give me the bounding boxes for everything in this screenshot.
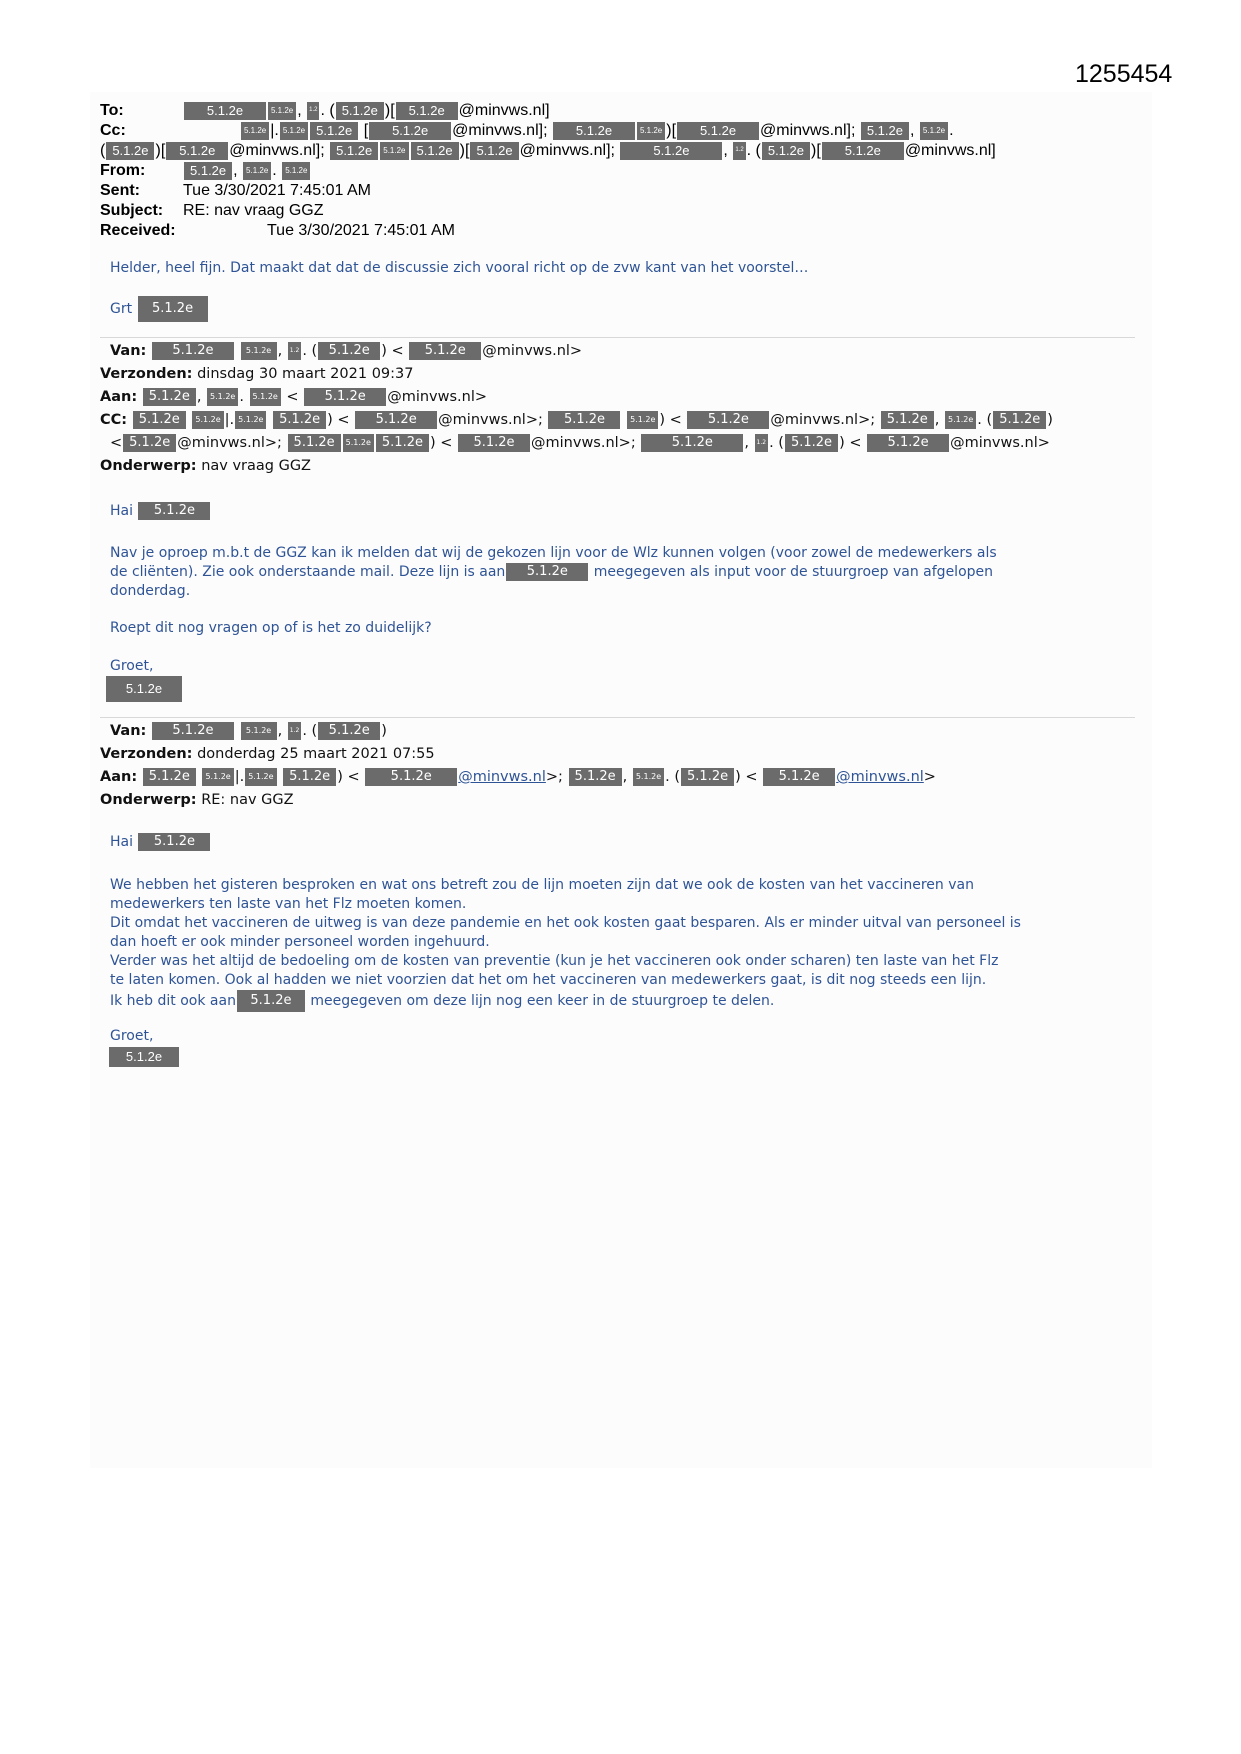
- redaction: 5.1.2e: [548, 411, 620, 429]
- redaction: 5.1.2e: [380, 142, 408, 160]
- to-domain: @minvws.nl]: [458, 102, 550, 119]
- cc-label: CC:: [100, 412, 128, 428]
- redaction: 1.2: [288, 342, 302, 360]
- cc-domain: @minvws.nl>;: [177, 435, 282, 451]
- para-line: medewerkers ten laste van het Flz moeten komen.: [110, 896, 467, 912]
- para-line: te laten komen. Ook al hadden we niet voorzien dat het om het vaccineren van medewerkers gaat, is dit nog steeds een lijn.: [110, 972, 987, 988]
- redaction: 5.1.2e: [123, 434, 176, 452]
- redaction: 1.2: [307, 102, 319, 120]
- sent-value: Tue 3/30/2021 7:45:01 AM: [183, 182, 371, 199]
- para-line: Roept dit nog vragen op of is het zo duidelijk?: [110, 620, 432, 636]
- redaction: 5.1.2e: [336, 102, 384, 120]
- redaction: 5.1.2e: [243, 162, 271, 180]
- redaction: 5.1.2e: [396, 102, 458, 120]
- redaction: 5.1.2e: [138, 833, 210, 851]
- cc-domain: @minvws.nl];: [452, 122, 548, 139]
- redaction: 5.1.2e: [945, 411, 976, 429]
- reply1-body: [110, 259, 808, 278]
- cc-line-2: ( 5.1.2e )[ 5.1.2e @minvws.nl]; 5.1.2e 5.1.2e 5.1.2e )[ 5.1.2e @minvws.nl]; 5.1.2e , 1.2 . ( 5.1.2e )[ 5.1.2e @minvws.nl]: [100, 142, 996, 159]
- onderwerp-label: Onderwerp:: [100, 458, 197, 474]
- para-line: donderdag.: [110, 583, 191, 599]
- subject-value: RE: nav vraag GGZ: [183, 202, 324, 219]
- onderwerp-label: Onderwerp:: [100, 792, 197, 808]
- redaction: 5.1.2e: [138, 296, 208, 322]
- redaction: 5.1.2e: [241, 122, 269, 140]
- received-label: Received:: [100, 222, 176, 239]
- para-line: We hebben het gisteren besproken en wat ons betreft zou de lijn moeten zijn dat we ook de kosten van het vaccineren van: [110, 877, 974, 893]
- redaction: 5.1.2e: [763, 768, 835, 786]
- msg3-signoff: [110, 1027, 153, 1046]
- para-line: [110, 563, 997, 582]
- redaction: 5.1.2e: [283, 768, 336, 786]
- van-domain: @minvws.nl>: [482, 343, 583, 359]
- reply1-line: Helder, heel fijn. Dat maakt dat dat de discussie zich vooral richt op de zvw kant van het voorstel…: [110, 260, 809, 276]
- redaction: 5.1.2e: [192, 411, 223, 429]
- redaction: 5.1.2e: [202, 768, 233, 786]
- redaction: 5.1.2e: [762, 142, 810, 160]
- from-line: From: 5.1.2e , 5.1.2e . 5.1.2e: [100, 161, 311, 181]
- redaction: 1.2: [755, 434, 769, 452]
- para-text: meegegeven als input voor de stuurgroep van afgelopen: [593, 564, 994, 580]
- msg2-signoff: [110, 657, 153, 676]
- redaction: 5.1.2e: [365, 768, 457, 786]
- redaction: 5.1.2e: [166, 142, 228, 160]
- redaction: 5.1.2e: [207, 388, 238, 406]
- subject-line: [100, 201, 324, 221]
- verzonden-label: Verzonden:: [100, 746, 193, 762]
- redaction: 5.1.2e: [376, 434, 429, 452]
- redaction: 5.1.2e: [143, 388, 196, 406]
- from-label: From:: [100, 162, 146, 179]
- received-value: Tue 3/30/2021 7:45:01 AM: [267, 222, 455, 239]
- redaction: 5.1.2e: [637, 122, 665, 140]
- redaction: 5.1.2e: [318, 342, 380, 360]
- redaction: 5.1.2e: [235, 411, 266, 429]
- redaction: 5.1.2e: [822, 142, 904, 160]
- redaction: 5.1.2e: [633, 768, 664, 786]
- redaction: 1.2: [288, 722, 302, 740]
- msg2-cc-2: < 5.1.2e @minvws.nl>; 5.1.2e 5.1.2e 5.1.2e ) < 5.1.2e @minvws.nl>; 5.1.2e , 1.2 . ( 5.1.2e ) < 5.1.2e @minvws.nl>: [110, 435, 1050, 451]
- redaction: 5.1.2e: [881, 411, 934, 429]
- redaction: 5.1.2e: [241, 342, 277, 360]
- cc-domain: @minvws.nl];: [229, 142, 325, 159]
- redaction: 5.1.2e: [677, 122, 759, 140]
- redaction: 5.1.2e: [620, 142, 722, 160]
- msg3-verzonden: [100, 743, 435, 765]
- redaction: 5.1.2e: [861, 122, 909, 140]
- received-line: [100, 221, 455, 241]
- onderwerp-value: nav vraag GGZ: [201, 458, 311, 474]
- separator: [100, 337, 1135, 338]
- cc-domain: @minvws.nl>;: [531, 435, 636, 451]
- para-text: meegegeven om deze lijn nog een keer in de stuurgroep te delen.: [310, 993, 775, 1009]
- verzonden-value: donderdag 25 maart 2021 07:55: [197, 746, 435, 762]
- cc-domain: @minvws.nl>;: [770, 412, 876, 428]
- aan-label: Aan:: [100, 769, 138, 785]
- redaction: 5.1.2e: [411, 142, 459, 160]
- para-line: [110, 990, 1021, 1012]
- redaction: 5.1.2e: [681, 768, 734, 786]
- redaction: 5.1.2e: [627, 411, 658, 429]
- redaction: 5.1.2e: [355, 411, 437, 429]
- van-label: Van:: [110, 723, 147, 739]
- para-text: Ik heb dit ook aan: [110, 993, 236, 1009]
- redaction: 5.1.2e: [288, 434, 341, 452]
- para-text: de cliënten). Zie ook onderstaande mail. Deze lijn is aan: [110, 564, 506, 580]
- redaction: 5.1.2e: [458, 434, 530, 452]
- redaction: 5.1.2e: [184, 162, 232, 180]
- subject-label: Subject:: [100, 202, 164, 219]
- redaction: 5.1.2e: [785, 434, 838, 452]
- redaction: 5.1.2e: [152, 342, 234, 360]
- redaction: 5.1.2e: [268, 102, 296, 120]
- sent-label: Sent:: [100, 182, 140, 199]
- onderwerp-value: RE: nav GGZ: [201, 792, 294, 808]
- redaction: 5.1.2e: [641, 434, 743, 452]
- redaction: 5.1.2e: [470, 142, 518, 160]
- msg2-van: Van: 5.1.2e 5.1.2e , 1.2 . ( 5.1.2e ) < 5.1.2e @minvws.nl>: [110, 343, 583, 359]
- redaction: 5.1.2e: [273, 411, 326, 429]
- redaction: 5.1.2e: [330, 142, 378, 160]
- redaction: 5.1.2e: [250, 388, 281, 406]
- greeting: Grt: [110, 301, 133, 317]
- redaction: 5.1.2e: [867, 434, 949, 452]
- redaction: 5.1.2e: [569, 768, 622, 786]
- redaction: 5.1.2e: [310, 122, 358, 140]
- redaction: 5.1.2e: [409, 342, 481, 360]
- to-line: To: 5.1.2e 5.1.2e , 1.2 . ( 5.1.2e )[ 5.1.2e @minvws.nl]: [100, 102, 550, 119]
- cc-domain: @minvws.nl>;: [438, 412, 543, 428]
- msg3-onderwerp: [100, 789, 294, 811]
- cc-domain: @minvws.nl]: [904, 142, 996, 159]
- cc-domain: @minvws.nl>: [950, 435, 1050, 451]
- redaction: 5.1.2e: [106, 676, 182, 702]
- reply1-signoff: [110, 296, 209, 322]
- msg2-cc-1: CC: 5.1.2e 5.1.2e |. 5.1.2e 5.1.2e ) < 5.1.2e @minvws.nl>; 5.1.2e 5.1.2e ) < 5.1.2e @minvws.nl>; 5.1.2e , 5.1.2e . ( 5.1.2e ): [100, 412, 1053, 428]
- cc-domain: @minvws.nl];: [519, 142, 615, 159]
- redaction: 1.2: [733, 142, 745, 160]
- redaction: 5.1.2e: [106, 142, 154, 160]
- verzonden-value: dinsdag 30 maart 2021 09:37: [197, 366, 414, 382]
- verzonden-label: Verzonden:: [100, 366, 193, 382]
- redaction: 5.1.2e: [304, 388, 386, 406]
- para-line: Dit omdat het vaccineren de uitweg is van deze pandemie en het ook kosten gaat besparen. Als er minder uitval van personeel is: [110, 915, 1021, 931]
- hai: Hai: [110, 503, 133, 519]
- redaction: 5.1.2e: [343, 434, 374, 452]
- msg3-body: [110, 876, 1021, 1012]
- redaction: 5.1.2e: [553, 122, 635, 140]
- msg2-aan: Aan: 5.1.2e , 5.1.2e . 5.1.2e < 5.1.2e @minvws.nl>: [100, 389, 488, 405]
- van-label: Van:: [110, 343, 147, 359]
- msg3-greeting: [110, 833, 211, 852]
- msg2-greeting: [110, 502, 211, 521]
- msg3-van: Van: 5.1.2e 5.1.2e , 1.2 . ( 5.1.2e ): [110, 723, 387, 739]
- redaction: 5.1.2e: [152, 722, 234, 740]
- sent-line: [100, 181, 371, 201]
- aan-label: Aan:: [100, 389, 138, 405]
- msg2-para2: [110, 619, 432, 638]
- redaction: 5.1.2e: [993, 411, 1046, 429]
- redaction: 5.1.2e: [143, 768, 196, 786]
- cc-line-1: Cc: 5.1.2e |. 5.1.2e 5.1.2e [ 5.1.2e @minvws.nl]; 5.1.2e 5.1.2e )[ 5.1.2e @minvws.nl]; 5.1.2e , 5.1.2e .: [100, 122, 954, 139]
- para-line: Verder was het altijd de bedoeling om de kosten van preventie (kun je het vaccineren ook onder scharen) ten laste van het Flz: [110, 953, 999, 969]
- para-line: Nav je oproep m.b.t de GGZ kan ik melden dat wij de gekozen lijn voor de Wlz kunnen volgen (voor zowel de medewerkers als: [110, 545, 997, 561]
- redaction: 5.1.2e: [506, 563, 588, 581]
- aan-domain: @minvws.nl>: [387, 389, 488, 405]
- groet: Groet,: [110, 658, 154, 674]
- msg3-aan: Aan: 5.1.2e 5.1.2e |. 5.1.2e 5.1.2e ) < 5.1.2e @minvws.nl>; 5.1.2e , 5.1.2e . ( 5.1.2e ) < 5.1.2e @minvws.nl>: [100, 769, 936, 785]
- redaction: 5.1.2e: [133, 411, 186, 429]
- redaction: 5.1.2e: [184, 102, 266, 120]
- redaction: 5.1.2e: [109, 1047, 179, 1067]
- msg2-para1: [110, 544, 997, 601]
- redaction: 5.1.2e: [241, 722, 277, 740]
- redaction: 5.1.2e: [138, 502, 210, 520]
- cc-domain: @minvws.nl];: [760, 122, 856, 139]
- redaction: 5.1.2e: [687, 411, 769, 429]
- msg2-onderwerp: [100, 455, 311, 477]
- redaction: 5.1.2e: [318, 722, 380, 740]
- redaction: 5.1.2e: [282, 162, 310, 180]
- separator: [100, 717, 1135, 718]
- hai: Hai: [110, 834, 133, 850]
- email-link[interactable]: @minvws.nl: [836, 769, 924, 785]
- redaction: 5.1.2e: [920, 122, 948, 140]
- redaction: 5.1.2e: [280, 122, 308, 140]
- document-number: 1255454: [1075, 60, 1173, 88]
- email-link[interactable]: @minvws.nl: [458, 769, 546, 785]
- to-label: To:: [100, 102, 124, 119]
- para-line: dan hoeft er ook minder personeel worden ingehuurd.: [110, 934, 490, 950]
- msg2-verzonden: [100, 363, 413, 385]
- redaction: 5.1.2e: [245, 768, 276, 786]
- cc-label: Cc:: [100, 122, 126, 139]
- redaction: 5.1.2e: [237, 990, 305, 1012]
- groet: Groet,: [110, 1028, 154, 1044]
- redaction: 5.1.2e: [369, 122, 451, 140]
